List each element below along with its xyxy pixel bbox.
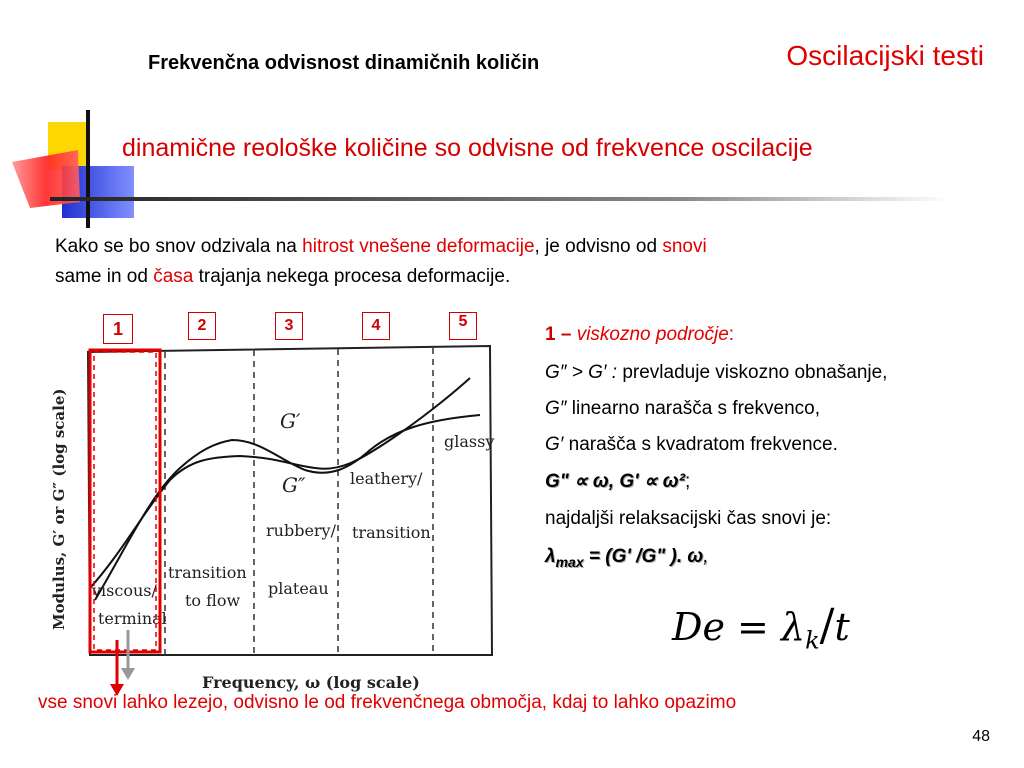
statement-text: linearno narašča s frekvenco, bbox=[566, 398, 820, 419]
proportionality-formula: G" ∝ ω, G' ∝ ω² bbox=[545, 471, 685, 492]
region-box-4: 4 bbox=[362, 312, 390, 340]
lambda-max-line bbox=[545, 546, 709, 570]
zone-label-terminal: terminal bbox=[98, 609, 167, 628]
zone-label-transition-flow-2: to flow bbox=[185, 591, 241, 610]
formula-subscript: k bbox=[805, 626, 820, 655]
symbol: G″ bbox=[545, 398, 567, 419]
zone-label-transition: transition bbox=[352, 523, 431, 542]
zone-label-transition-flow-1: transition bbox=[168, 563, 247, 582]
title-number: 1 – bbox=[545, 324, 577, 345]
g-double-prime-curve bbox=[95, 415, 480, 600]
intro-text: trajanja nekega procesa deformacije. bbox=[193, 266, 511, 287]
intro-text: same in od bbox=[55, 266, 154, 287]
symbol: G′ bbox=[545, 434, 564, 455]
intro-highlight: časa bbox=[153, 266, 194, 287]
intro-highlight: hitrost vnešene deformacije bbox=[302, 236, 535, 257]
region-box-5: 5 bbox=[449, 312, 477, 340]
formula-equals: = bbox=[724, 605, 781, 649]
statement-line-1 bbox=[545, 362, 887, 384]
relaxation-time-line: najdaljši relaksacijski čas snovi je: bbox=[545, 508, 832, 529]
formula-slash: / bbox=[819, 600, 835, 651]
title-colon: : bbox=[728, 324, 735, 345]
region-box-2: 2 bbox=[188, 312, 216, 340]
intro-highlight: snovi bbox=[662, 236, 707, 257]
intro-paragraph bbox=[55, 232, 955, 292]
region-1-highlight bbox=[90, 350, 160, 652]
statement-text: narašča s kvadratom frekvence. bbox=[563, 434, 838, 455]
bottom-note: vse snovi lahko lezejo, odvisno le od frekvenčnega območja, kdaj to lahko opazimo bbox=[38, 692, 737, 713]
region-box-1: 1 bbox=[103, 314, 133, 344]
y-axis-label: Modulus, G′ or G″ (log scale) bbox=[50, 388, 68, 630]
zone-label-viscous: viscous/ bbox=[92, 581, 157, 600]
lambda-subscript: max bbox=[555, 553, 584, 570]
comma: , bbox=[703, 546, 709, 567]
formula-t: t bbox=[834, 605, 850, 649]
g-double-prime-label: G″ bbox=[282, 473, 306, 497]
title-text: viskozno področje bbox=[576, 324, 729, 345]
zone-label-leathery: leathery/ bbox=[350, 469, 423, 488]
modulus-frequency-diagram bbox=[40, 300, 520, 700]
x-axis-label: Frequency, ω (log scale) bbox=[202, 673, 420, 692]
formula-lambda: λ bbox=[780, 605, 806, 649]
proportionality-line bbox=[545, 470, 690, 493]
slide-subtitle: Frekvenčna odvisnost dinamičnih količin bbox=[148, 52, 540, 74]
region-box-3: 3 bbox=[275, 312, 303, 340]
deborah-formula bbox=[672, 600, 850, 655]
zone-label-glassy: glassy bbox=[444, 432, 495, 451]
lambda-symbol: λ bbox=[545, 546, 556, 567]
formula-de: De bbox=[672, 605, 725, 649]
statement-line-3 bbox=[545, 434, 838, 456]
viscous-region-title bbox=[545, 324, 734, 346]
lambda-max-formula: = (G' /G" ). ω bbox=[583, 546, 704, 567]
intro-text: Kako se bo snov odzivala na bbox=[55, 236, 303, 257]
headline: dinamične reološke količine so odvisne od frekvence oscilacije bbox=[122, 134, 813, 162]
intro-text: , je odvisno od bbox=[534, 236, 663, 257]
semicolon: ; bbox=[684, 471, 691, 492]
g-prime-label: G′ bbox=[280, 409, 301, 433]
symbol: G″ > G′ : bbox=[545, 362, 618, 383]
zone-label-rubbery: rubbery/ bbox=[266, 521, 336, 540]
zone-label-plateau: plateau bbox=[268, 579, 329, 598]
decorative-corner-graphic bbox=[0, 110, 1024, 230]
statement-text: prevladuje viskozno obnašanje, bbox=[617, 362, 888, 383]
section-title: Oscilacijski testi bbox=[786, 40, 984, 71]
statement-line-2 bbox=[545, 398, 820, 420]
page-number: 48 bbox=[972, 728, 990, 745]
